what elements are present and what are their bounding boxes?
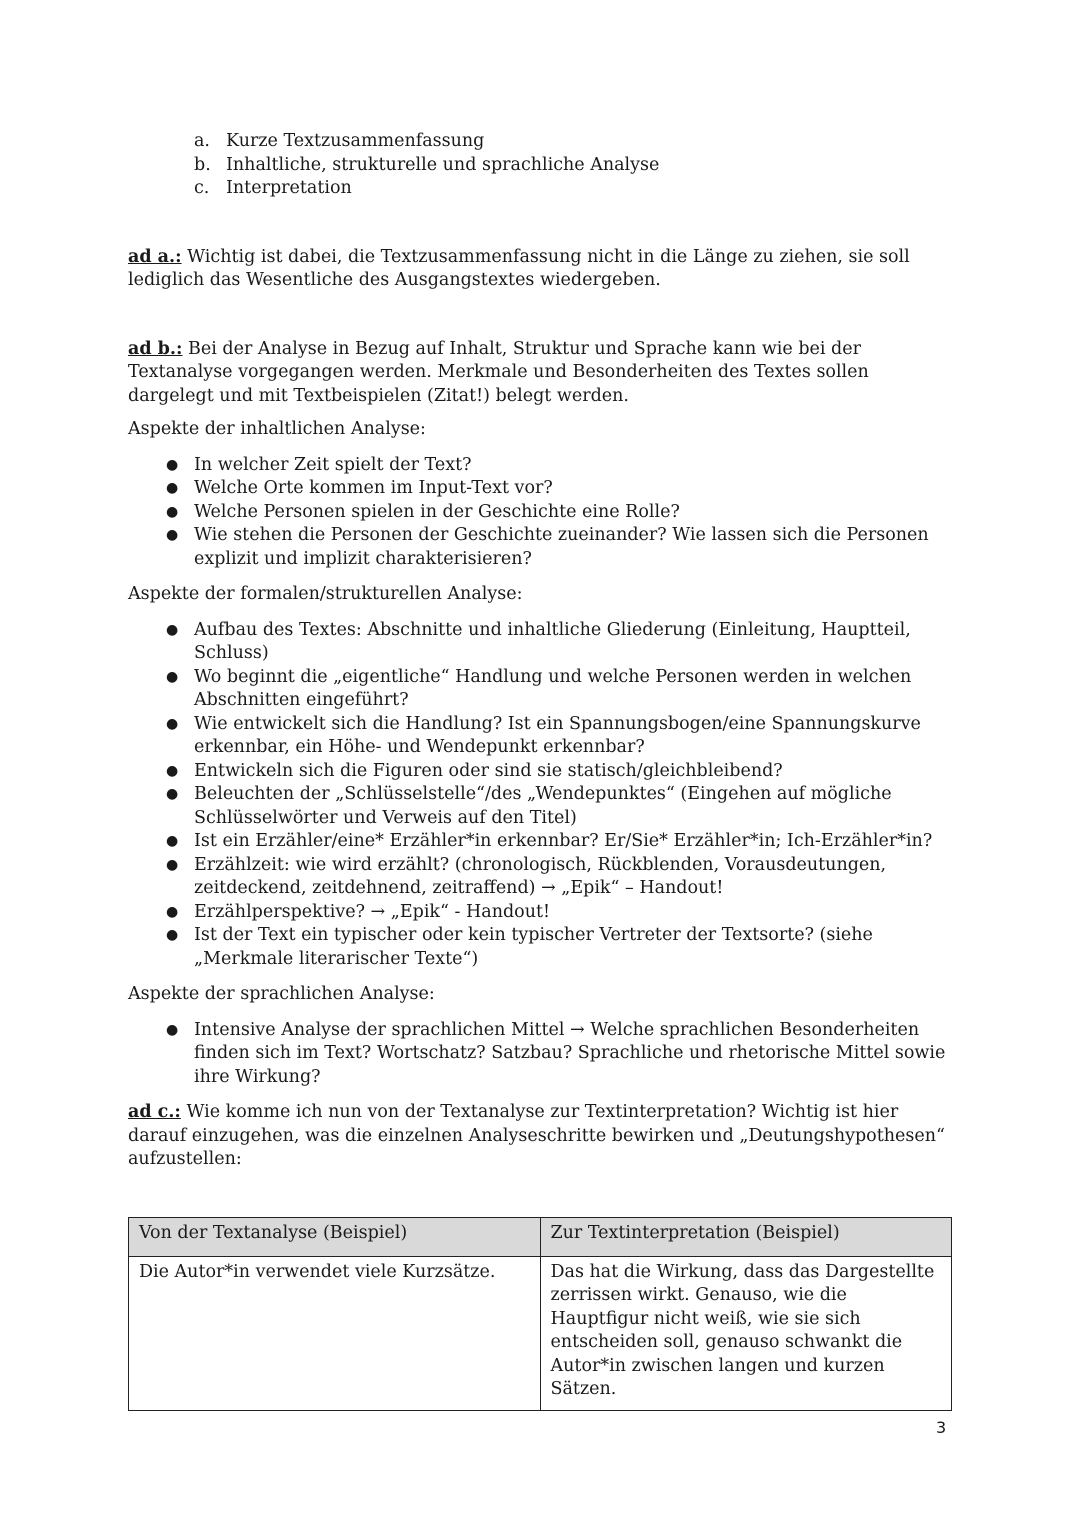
structure-analysis-list [166, 619, 958, 972]
list-item: ● Wie entwickelt sich die Handlung? Ist ein Spannungsbogen/eine Spannungskurve erkennbar, ein Höhe- und Wendepunkt erkennbar? [166, 713, 958, 760]
language-analysis-heading: Aspekte der sprachlichen Analyse: [128, 984, 435, 1004]
list-item: ● Erzählperspektive? → „Epik“ - Handout! [166, 901, 958, 925]
list-item: a. Kurze Textzusammenfassung [194, 131, 485, 151]
list-item: ● Erzählzeit: wie wird erzählt? (chronologisch, Rückblenden, Vorausdeutungen, zeitdeckend, zeitdehnend, zeitraffend) → „Epik“ – Handout! [166, 854, 958, 901]
table-row [129, 1256, 952, 1410]
bullet-icon: ● [166, 786, 179, 802]
bullet-icon: ● [166, 903, 179, 920]
list-item: ● Wo beginnt die „eigentliche“ Handlung und welche Personen werden in welchen Abschnitten eingeführt? [166, 666, 958, 713]
list-item: ● Aufbau des Textes: Abschnitte und inhaltliche Gliederung (Einleitung, Hauptteil, Schluss) [166, 619, 958, 666]
bullet-icon: ● [166, 833, 179, 849]
ad-a-label: ad a.: [128, 246, 182, 267]
bullet-icon: ● [166, 480, 179, 496]
list-item: ● Welche Personen spielen in der Geschichte eine Rolle? [166, 501, 958, 525]
ad-c-text: Wie komme ich nun von der Textanalyse zur Textinterpretation? Wichtig ist hier darauf einzugehen, was die einzelnen Analyseschritte bewirken und „Deutungshypothesen“ aufzustellen: [128, 1102, 945, 1169]
bullet-icon: ● [166, 715, 179, 732]
list-item: ● Beleuchten der „Schlüsselstelle“/des „Wendepunktes“ (Eingehen auf mögliche Schlüsselwörter und Verweis auf den Titel) [166, 783, 958, 830]
ad-b-text: Bei der Analyse in Bezug auf Inhalt, Struktur und Sprache kann wie bei der Textanalyse vorgegangen werden. Merkmale und Besonderheiten des Textes sollen dargelegt und mit Textbeispielen (Zitat!) belegt werden. [128, 338, 869, 406]
paragraph-ad-b [128, 338, 958, 409]
bullet-icon: ● [166, 668, 179, 685]
table-cell: Die Autor*in verwendet viele Kurzsätze. [129, 1256, 541, 1410]
list-item: ● In welcher Zeit spielt der Text? [166, 454, 958, 478]
page-number: 3 [936, 1418, 947, 1437]
list-item: ● Ist der Text ein typischer oder kein typischer Vertreter der Textsorte? (siehe „Merkmale literarischer Texte“) [166, 924, 958, 971]
table-header-cell: Zur Textinterpretation (Beispiel) [540, 1217, 952, 1256]
list-item: ● Wie stehen die Personen der Geschichte zueinander? Wie lassen sich die Personen explizit und implizit charakterisieren? [166, 524, 958, 571]
bullet-icon: ● [166, 527, 179, 543]
content-analysis-list [166, 454, 958, 572]
language-analysis-list [166, 1019, 958, 1090]
list-item: ● Entwickeln sich die Figuren oder sind sie statisch/gleichbleibend? [166, 760, 958, 784]
ad-b-label: ad b.: [128, 338, 183, 359]
bullet-icon: ● [166, 456, 179, 473]
analysis-interpretation-table [128, 1217, 952, 1411]
ad-c-label: ad c.: [128, 1102, 181, 1122]
paragraph-ad-a [128, 246, 958, 293]
list-item: ● Ist ein Erzähler/eine* Erzähler*in erkennbar? Er/Sie* Erzähler*in; Ich-Erzähler*in? [166, 830, 958, 854]
bullet-icon: ● [166, 1021, 179, 1038]
bullet-icon: ● [166, 621, 179, 638]
bullet-icon: ● [166, 762, 179, 779]
bullet-icon: ● [166, 927, 179, 943]
table-header-cell: Von der Textanalyse (Beispiel) [129, 1217, 541, 1256]
list-item: b. Inhaltliche, strukturelle und sprachliche Analyse [194, 154, 660, 175]
document-page [128, 130, 958, 1411]
bullet-icon: ● [166, 503, 179, 520]
structure-analysis-heading: Aspekte der formalen/strukturellen Analyse: [128, 584, 523, 604]
list-item: ● Welche Orte kommen im Input-Text vor? [166, 477, 958, 501]
list-item: c. Interpretation [194, 178, 352, 198]
ordered-steps-list [194, 130, 958, 201]
table-cell: Das hat die Wirkung, dass das Dargestellte zerrissen wirkt. Genauso, wie die Hauptfigur nicht weiß, wie sie sich entscheiden soll, genauso schwankt die Autor*in zwischen langen und kurzen Sätzen. [540, 1256, 952, 1410]
bullet-icon: ● [166, 856, 179, 873]
list-item: ● Intensive Analyse der sprachlichen Mittel → Welche sprachlichen Besonderheiten finden sich im Text? Wortschatz? Satzbau? Sprachliche und rhetorische Mittel sowie ihre Wirkung? [166, 1019, 958, 1090]
table-header-row [129, 1217, 952, 1256]
ad-a-text: Wichtig ist dabei, die Textzusammenfassung nicht in die Länge zu ziehen, sie soll lediglich das Wesentliche des Ausgangstextes wiedergeben. [128, 246, 910, 290]
paragraph-ad-c [128, 1101, 958, 1172]
content-analysis-heading: Aspekte der inhaltlichen Analyse: [128, 419, 426, 439]
